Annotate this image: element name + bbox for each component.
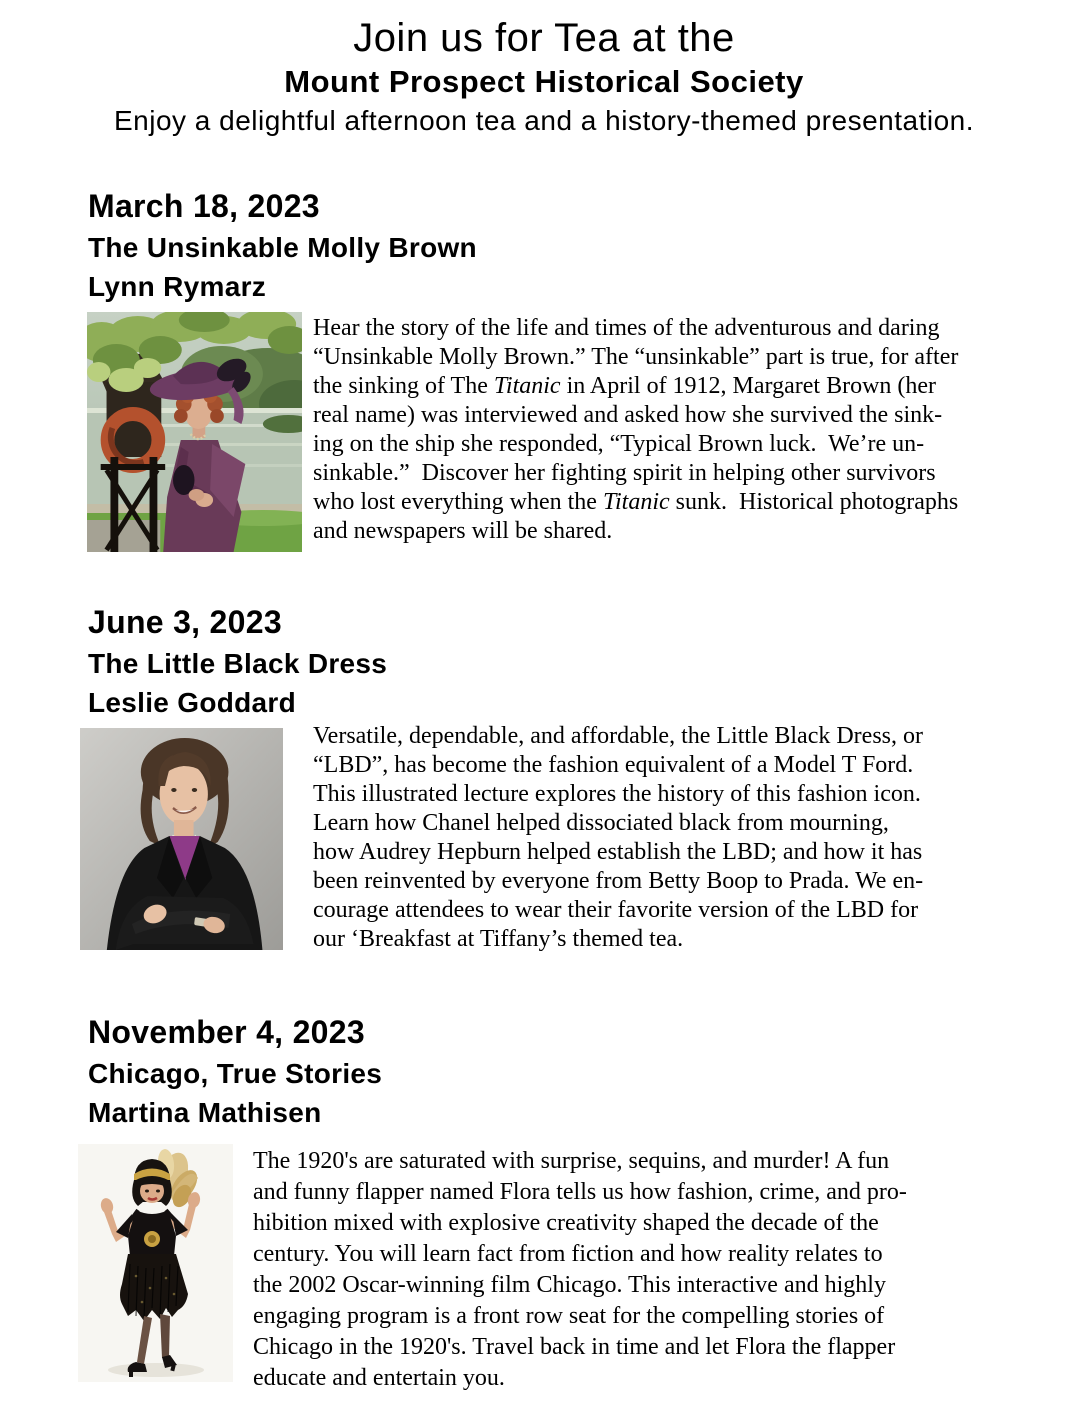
flyer-title: Join us for Tea at the <box>353 16 735 60</box>
event-3-title: Chicago, True Stories <box>88 1058 383 1089</box>
event-2-date: June 3, 2023 <box>88 604 282 640</box>
event-2-photo-leslie-goddard <box>80 728 283 950</box>
event-1-date: March 18, 2023 <box>88 188 320 224</box>
event-1-description: Hear the story of the life and times of the adventurous and daring “Unsinkable Molly Brown.” The “unsinkable” part is true, for after the sinking of The Titanic in April of 1912, Margaret Brown (her real name) was interviewed and asked how she survived the sink- ing on the ship she responded, “Typical Brown luck. We’re un- sinkable.” Discover her fighting spirit in helping other survivors who lost everything when the Titanic sunk. Historical photographs and newspapers will be shared. <box>313 315 959 544</box>
event-2-description: Versatile, dependable, and affordable, the Little Black Dress, or “LBD”, has become the fashion equivalent of a Model T Ford. This illustrated lecture explores the history of this fashion icon. Learn how Chanel helped dissociated black from mourning, how Audrey Hepburn helped establish the LBD; and how it has been reinvented by everyone from Betty Boop to Prada. We en- courage attendees to wear their favorite version of the LBD for our ‘Breakfast at Tiffany’s themed tea. <box>313 723 924 952</box>
event-1-photo-molly-brown <box>87 312 302 552</box>
lake-portrait-illustration <box>87 312 302 552</box>
event-3-heading <box>88 1010 382 1132</box>
flyer-tagline: Enjoy a delightful afternoon tea and a history-themed presentation. <box>113 105 975 136</box>
event-1-title: The Unsinkable Molly Brown <box>88 232 477 263</box>
event-2-heading <box>88 600 387 722</box>
event-3-date: November 4, 2023 <box>88 1014 365 1050</box>
event-1-presenter: Lynn Rymarz <box>88 271 267 302</box>
event-3-description: The 1920's are saturated with surprise, sequins, and murder! A fun and funny flapper named Flora tells us how fashion, crime, and pro- hibition mixed with explosive creativity shaped the decade of the century. You will learn fact from fiction and how reality relates to the 2002 Oscar-winning film Chicago. This interactive and highly engaging program is a front row seat for the compelling stories of Chicago in the 1920's. Travel back in time and let Flora the flapper educate and entertain you. <box>253 1148 907 1391</box>
event-1-heading <box>88 184 477 306</box>
flapper-illustration <box>78 1144 233 1382</box>
headshot-illustration <box>80 728 283 950</box>
event-2-presenter: Leslie Goddard <box>88 687 297 718</box>
event-3-photo-flapper-flora <box>78 1144 233 1382</box>
event-3-presenter: Martina Mathisen <box>88 1097 322 1128</box>
organization-name: Mount Prospect Historical Society <box>284 64 804 99</box>
event-2-title: The Little Black Dress <box>88 648 388 679</box>
flyer-header <box>0 14 1088 140</box>
